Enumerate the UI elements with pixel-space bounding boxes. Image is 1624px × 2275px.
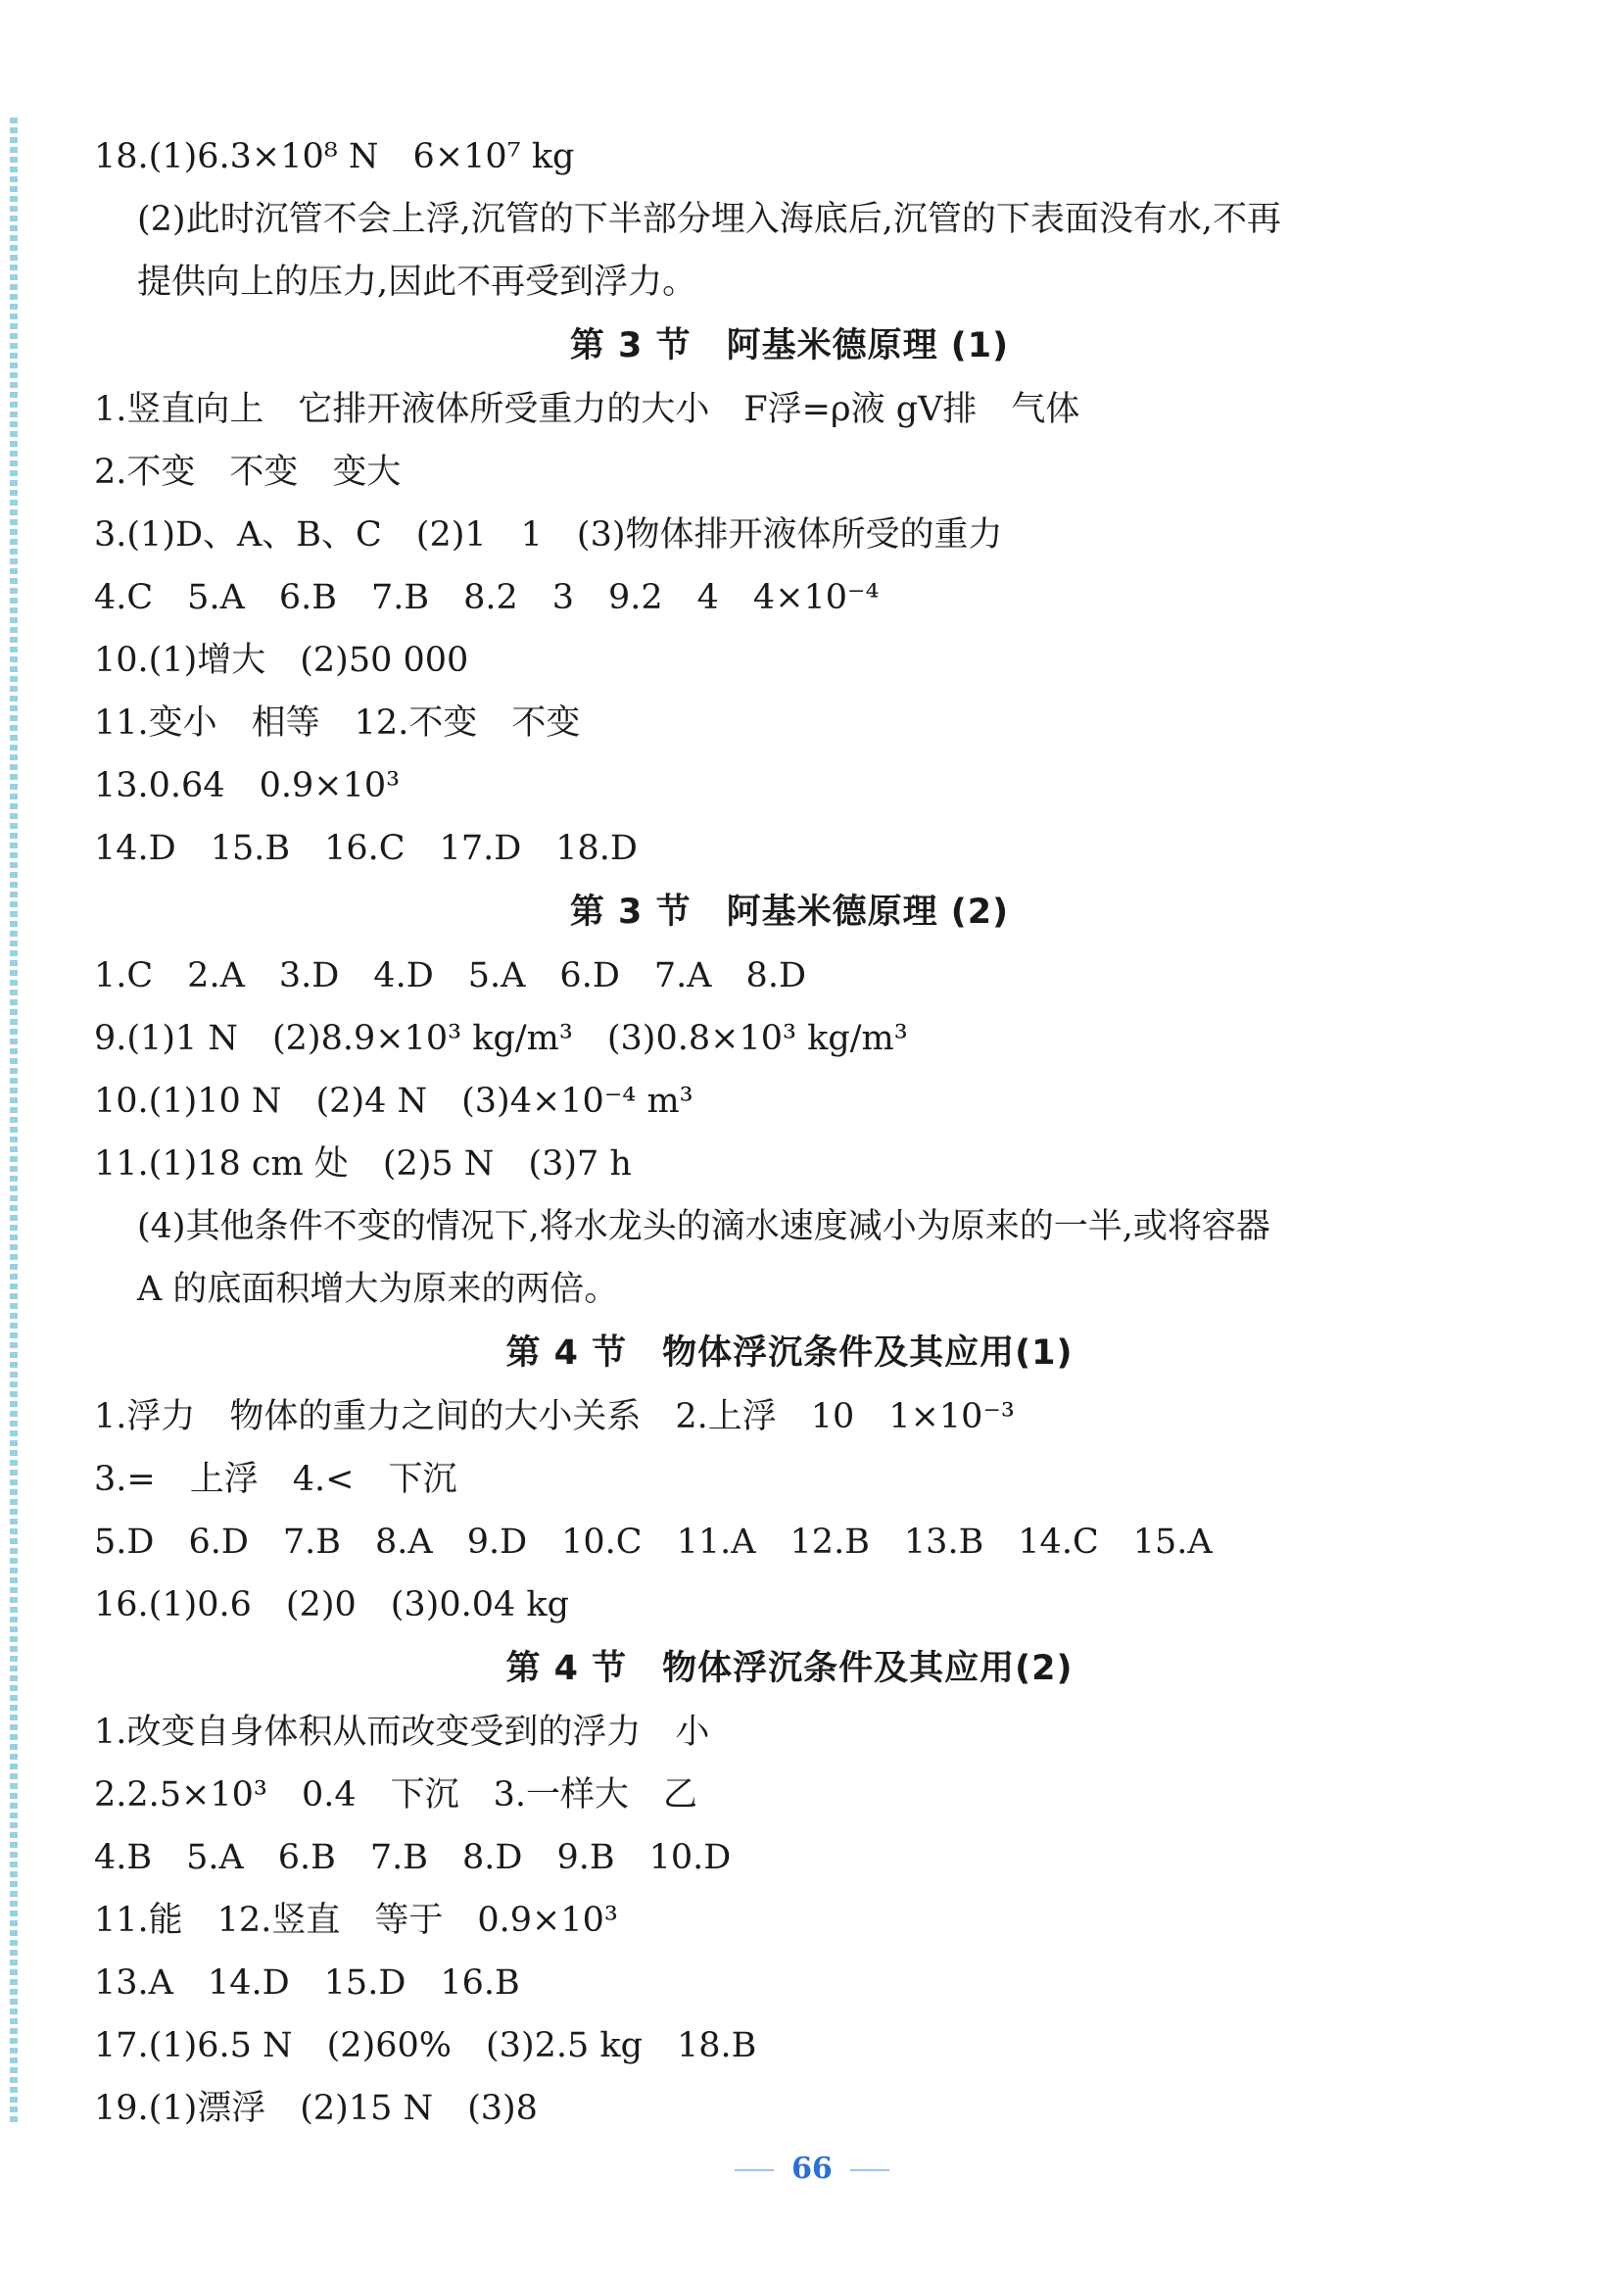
- section-heading: 第 3 节 阿基米德原理 (2): [569, 893, 1010, 932]
- answer-continuation: (2)此时沉管不会上浮,沉管的下半部分埋入海底后,沉管的下表面没有水,不再: [137, 200, 1281, 239]
- answer-line: 4.C 5.A 6.B 7.B 8.2 3 9.2 4 4×10⁻⁴: [94, 578, 880, 617]
- answer-line: 13.0.64 0.9×10³: [94, 766, 401, 805]
- answer-line: 11.变小 相等 12.不变 不变: [94, 703, 581, 743]
- answer-line: 14.D 15.B 16.C 17.D 18.D: [94, 829, 638, 868]
- answer-line: 1.改变自身体积从而改变受到的浮力 小: [94, 1713, 710, 1752]
- answer-line: 3.= 上浮 4.< 下沉: [94, 1460, 457, 1499]
- answer-line: 5.D 6.D 7.B 8.A 9.D 10.C 11.A 12.B 13.B 14.C 15.A: [94, 1523, 1213, 1562]
- footer-dash-left: [735, 2169, 774, 2171]
- answer-continuation: (4)其他条件不变的情况下,将水龙头的滴水速度减小为原来的一半,或将容器: [137, 1207, 1270, 1246]
- section-heading: 第 4 节 物体浮沉条件及其应用(2): [505, 1649, 1074, 1688]
- section-heading: 第 3 节 阿基米德原理 (1): [569, 326, 1010, 365]
- answer-line: 2.不变 不变 变大: [94, 453, 402, 492]
- answer-line: 19.(1)漂浮 (2)15 N (3)8: [94, 2089, 538, 2128]
- answer-line: 10.(1)增大 (2)50 000: [94, 641, 469, 680]
- answer-line: 17.(1)6.5 N (2)60% (3)2.5 kg 18.B: [94, 2026, 757, 2065]
- answer-line: 1.浮力 物体的重力之间的大小关系 2.上浮 10 1×10⁻³: [94, 1397, 1015, 1436]
- answer-line: 11.(1)18 cm 处 (2)5 N (3)7 h: [94, 1144, 632, 1184]
- page-footer: [0, 2152, 1624, 2186]
- answer-line: 9.(1)1 N (2)8.9×10³ kg/m³ (3)0.8×10³ kg/m³: [94, 1019, 908, 1058]
- answer-line: 10.(1)10 N (2)4 N (3)4×10⁻⁴ m³: [94, 1082, 693, 1121]
- answer-line: 13.A 14.D 15.D 16.B: [94, 1963, 520, 2003]
- answer-line: 4.B 5.A 6.B 7.B 8.D 9.B 10.D: [94, 1838, 732, 1877]
- answer-line: 11.能 12.竖直 等于 0.9×10³: [94, 1901, 618, 1940]
- footer-dash-right: [850, 2169, 889, 2171]
- section-heading: 第 4 节 物体浮沉条件及其应用(1): [505, 1333, 1074, 1373]
- answer-continuation: A 的底面积增大为原来的两倍。: [137, 1270, 619, 1309]
- page-number: 66: [791, 2152, 833, 2186]
- answer-line: 3.(1)D、A、B、C (2)1 1 (3)物体排开液体所受的重力: [94, 515, 1003, 555]
- answer-line: 1.竖直向上 它排开液体所受重力的大小 F浮=ρ液 gV排 气体: [94, 390, 1080, 429]
- margin-decoration: [10, 118, 18, 2126]
- answer-continuation: 提供向上的压力,因此不再受到浮力。: [137, 263, 697, 302]
- answer-page: [94, 125, 1485, 2140]
- answer-line: 2.2.5×10³ 0.4 下沉 3.一样大 乙: [94, 1775, 698, 1815]
- answer-line: 1.C 2.A 3.D 4.D 5.A 6.D 7.A 8.D: [94, 956, 807, 995]
- answer-line: 18.(1)6.3×10⁸ N 6×10⁷ kg: [94, 137, 575, 176]
- answer-line: 16.(1)0.6 (2)0 (3)0.04 kg: [94, 1585, 569, 1624]
